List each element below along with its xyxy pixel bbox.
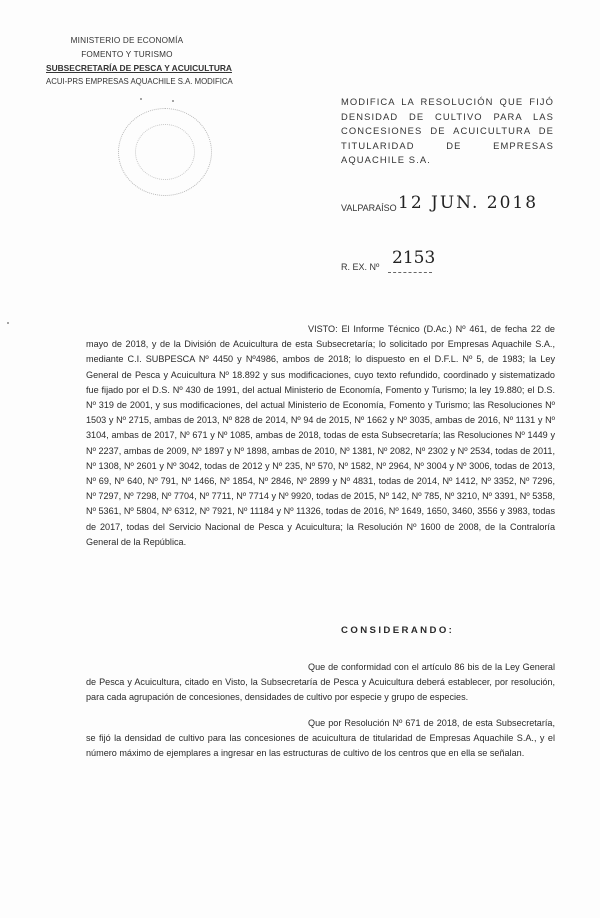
considerando-heading: CONSIDERANDO: bbox=[341, 625, 455, 636]
considerando-2-text: Que por Resolución Nº 671 de 2018, de esta Subsecretaría, se fijó la densidad de cultivo para las concesiones de acuicultura de titularidad de Empresas Aquachile S.A., y el número máximo de ejemplares a ingresar en las estructuras de cultivo de los centros que en ella se señalan. bbox=[86, 718, 555, 759]
reference-line: ACUI-PRS EMPRESAS AQUACHILE S.A. MODIFICA bbox=[46, 77, 233, 86]
faded-seal-stamp bbox=[118, 108, 212, 196]
considerando-2-paragraph bbox=[86, 716, 555, 762]
scan-speck bbox=[140, 98, 142, 100]
ministry-name: MINISTERIO DE ECONOMÍA bbox=[70, 36, 184, 45]
visto-text: VISTO: El Informe Técnico (D.Ac.) Nº 461, de fecha 22 de mayo de 2018, y de la División de Acuicultura de esta Subsecretaría; lo solicitado por Empresas Aquachile S.A., mediante C.I. SUBPESCA Nº 4450 y Nº4986, ambos de 2018; lo dispuesto en el D.F.L. Nº 5, de 1983; la Ley General de Pesca y Acuicultura Nº 18.892 y sus modificaciones, cuyo texto refundido, coordinado y sistematizado fue fijado por el D.S. Nº 430 de 1991, del actual Ministerio de Economía, Fomento y Turismo; la ley 19.880; el D.S. Nº 319 de 2001, y sus modificaciones, del actual Ministerio de Economía, Fomento y Turismo; las Resoluciones Nº 1503 y Nº 2715, ambas de 2013, Nº 828 de 2014, Nº 94 de 2015, Nº 1662 y Nº 3035, ambas de 2016, Nº 1131 y Nº 3104, ambas de 2017, Nº 671 y Nº 1085, ambas de 2018, todas de esta Subsecretaría; las Resoluciones Nº 1449 y Nº 2237, ambas de 2009, Nº 1897 y Nº 1898, ambas de 2010, Nº 1381, Nº 2082, Nº 2302 y Nº 2534, todas de 2011, Nº 1308, Nº 2601 y Nº 3042, todas de 2012 y Nº 235, Nº 570, Nº 1582, Nº 2964, Nº 3004 y Nº 3006, todas de 2013, Nº 69, Nº 640, Nº 791, Nº 1466, Nº 1854, Nº 2846, Nº 2899 y Nº 4831, todas de 2014, Nº 1412, Nº 3352, Nº 7296, Nº 7297, Nº 7298, Nº 7704, Nº 7711, Nº 7714 y Nº 9920, todas de 2015, Nº 142, Nº 785, Nº 3210, Nº 3391, Nº 5358, Nº 5361, Nº 5804, Nº 6312, Nº 7921, Nº 11184 y Nº 11326, todas de 2016, Nº 1649, 1650, 3460, 3556 y 3983, todas de 2017, todas del Servicio Nacional de Pesca y Acuicultura; la Resolución Nº 1600 de 2008, de la Contraloría General de la República. bbox=[86, 324, 555, 547]
resolution-number-line bbox=[388, 272, 432, 273]
scan-speck bbox=[7, 322, 9, 324]
resolution-label: R. EX. Nº bbox=[341, 262, 380, 272]
resolution-number: 2153 bbox=[392, 248, 436, 268]
document-title: MODIFICA LA RESOLUCIÓN QUE FIJÓ DENSIDAD DE CULTIVO PARA LAS CONCESIONES DE ACUICULTURA DE TITULARIDAD DE EMPRESAS AQUACHILE S.A. bbox=[341, 96, 554, 165]
considerando-1-text: Que de conformidad con el artículo 86 bis de la Ley General de Pesca y Acuicultura, citado en Visto, la Subsecretaría de Pesca y Acuicultura deberá establecer, por resolución, para cada agrupación de concesiones, densidades de cultivo por especie y grupo de especies. bbox=[86, 662, 555, 703]
date-stamp: 12 JUN. 2018 bbox=[398, 193, 539, 213]
subsecretaria-name: SUBSECRETARÍA DE PESCA Y ACUICULTURA bbox=[46, 63, 232, 73]
date-place: VALPARAÍSO bbox=[341, 203, 397, 213]
visto-paragraph bbox=[86, 322, 555, 550]
scan-speck bbox=[172, 100, 174, 102]
ministry-subtitle: FOMENTO Y TURISMO bbox=[81, 50, 173, 59]
considerando-1-paragraph bbox=[86, 660, 555, 706]
